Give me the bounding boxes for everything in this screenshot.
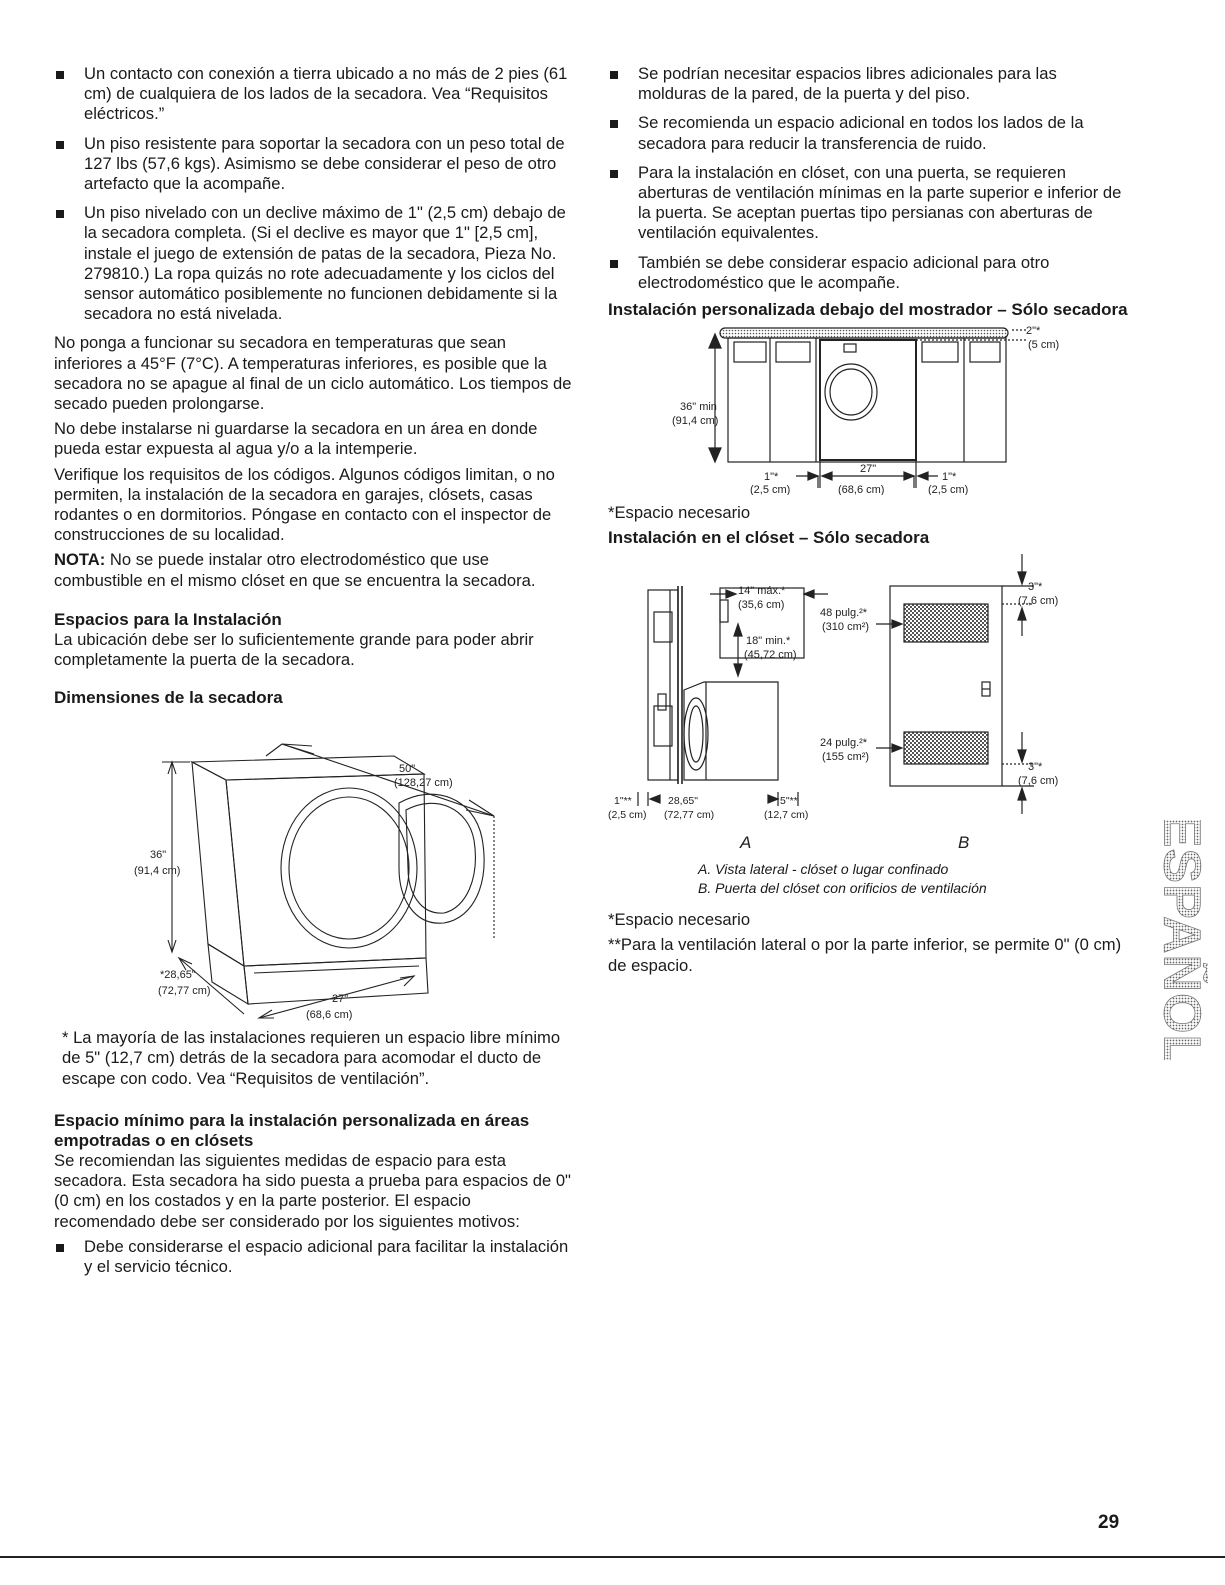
heading-counter: Instalación personalizada debajo del mostrador – Sólo secadora [608, 300, 1128, 320]
closet-captions [608, 860, 1128, 898]
water-paragraph: No debe instalarse ni guardarse la secadora en un área en donde pueda estar expuesta al agua y/o a la intemperie. [54, 419, 538, 459]
page-number: 29 [1098, 1512, 1120, 1533]
top2-cm-label: (5 cm) [1028, 339, 1060, 352]
open-door [399, 794, 484, 923]
heading-empotradas: Espacio mínimo para la instalación personalizada en áreas empotradas o en clósets [54, 1110, 530, 1150]
list-item: Para la instalación en clóset, con una puerta, se requieren aberturas de ventilación mínimas en la parte superior e inferior de la puerta. Se aceptan puertas tipo persianas con aberturas de ventilación equivalentes. [608, 163, 1128, 244]
s5-cm-label: (12,7 cm) [764, 809, 809, 822]
list-item: Un piso resistente para soportar la secadora con un peso total de 127 lbs (57,6 kgs). Asimismo se debe considerar el peso de otro artefacto que la acompañe. [54, 134, 574, 195]
ventilation-note: **Para la ventilación lateral o por la parte inferior, se permite 0" (0 cm) de espacio. [608, 935, 1122, 975]
dryer-front [226, 774, 426, 966]
label-a: A [740, 833, 752, 853]
dryer-dimensions-figure [54, 708, 574, 1028]
closet-side-view [648, 590, 678, 780]
espacio-necesario-note: *Espacio necesario [608, 503, 751, 523]
spaces-paragraph: La ubicación debe ser lo suficientemente grande para poder abrir completamente la puerta de la secadora. [54, 629, 534, 670]
d28-cm-label: (72,77 cm) [158, 985, 211, 998]
undercounter-diagram [608, 320, 1128, 495]
t3-cm-label: (7,6 cm) [1018, 595, 1059, 608]
list-item: Se recomienda un espacio adicional en todos los lados de la secadora para reducir la transferencia de ruido. [608, 113, 1128, 153]
espanol-tab-graphic [1148, 820, 1208, 1060]
w27-cm-label: (68,6 cm) [838, 484, 885, 496]
m14-label: 14" máx.* [738, 585, 786, 598]
codes-paragraph: Verifique los requisitos de los códigos. Algunos códigos limitan, o no permiten, la instalación de la secadora en garajes, clósets, casas rodantes o en dormitorios. Póngase en contacto con el inspector de construcciones de su localidad. [54, 464, 555, 545]
v24-label: 24 pulg.²* [820, 737, 868, 750]
closet-figure [608, 548, 1128, 854]
caption-b: B. Puerta del clóset con orificios de ventilación [698, 880, 987, 897]
list-item: Un contacto con conexión a tierra ubicado a no más de 2 pies (61 cm) de cualquiera de los lados de la secadora. Vea “Requisitos eléctricos.” [54, 64, 574, 125]
top2-label: 2"* [1026, 325, 1041, 338]
list-item: Un piso nivelado con un declive máximo de 1" (2,5 cm) debajo de la secadora completa. (Si el declive es mayor que 1" [2,5 cm], instale el juego de extensión de patas de la secadora, Pieza No. 279810.) La ropa quizás no rote adecuadamente y los ciclos del sensor automático posiblemente no funcionen debidamente si la secadora no está nivelada. [54, 203, 574, 324]
m18-cm-label: (45,72 cm) [744, 649, 797, 662]
h36-label: 36" [150, 849, 167, 862]
language-side-tab [1148, 820, 1208, 1060]
w50-label: 50" [399, 763, 416, 776]
heading-closet: Instalación en el clóset – Sólo secadora [608, 528, 930, 548]
w27-cm-label: (68,6 cm) [306, 1009, 353, 1022]
d2865-cm-label: (72,77 cm) [664, 809, 715, 822]
d2865-label: 28,65" [668, 795, 699, 808]
heading-espacios: Espacios para la Instalación [54, 609, 282, 629]
heading-dimensiones: Dimensiones de la secadora [54, 688, 283, 708]
right-column [608, 64, 1128, 981]
drum-opening [281, 788, 417, 948]
undercounter-figure [608, 320, 1128, 495]
v48-label: 48 pulg.²* [820, 607, 868, 620]
dryer-unit [820, 340, 916, 460]
empotradas-paragraph: Se recomiendan las siguientes medidas de espacio para esta secadora. Esta secadora ha sido puesta a prueba para espacios de 0" (0 cm) en los costados y en la parte posterior. El espacio recomendado debe ser considerado por los siguientes motivos: [54, 1150, 571, 1231]
nota-text: No se puede instalar otro electrodoméstico que use combustible en el mismo clóset en que se encuentra la secadora. [54, 550, 536, 590]
nota-paragraph [54, 550, 574, 590]
s1-label: 1"** [614, 795, 632, 808]
w27-label: 27" [332, 993, 349, 1006]
dryer-door [825, 364, 877, 420]
m18-label: 18" min.* [746, 635, 791, 648]
r1-cm-label: (2,5 cm) [928, 484, 969, 496]
dryer-side [192, 762, 244, 966]
l1-cm-label: (2,5 cm) [750, 484, 791, 496]
d28-label: *28,65" [160, 969, 196, 982]
w50-cm-label: (128,27 cm) [394, 777, 453, 790]
nota-label: NOTA: [54, 550, 106, 570]
b3-cm-label: (7,6 cm) [1018, 775, 1059, 788]
s1-cm-label: (2,5 cm) [608, 809, 647, 822]
espacio-necesario-note-2: *Espacio necesario [608, 910, 751, 930]
dryer-dimensions-diagram [54, 708, 574, 1028]
top-vent [904, 604, 988, 642]
bottom-vent [904, 732, 988, 764]
clearance-reasons-list [608, 64, 1128, 293]
footer-rule [0, 1556, 1225, 1558]
l1-label: 1"* [764, 471, 779, 484]
m14-cm-label: (35,6 cm) [738, 599, 785, 612]
closet-diagram [608, 548, 1128, 854]
side-tab-text: ESPAÑOL [1152, 820, 1208, 1060]
countertop [720, 328, 1008, 338]
closet-dryer [684, 682, 778, 780]
left-column [54, 64, 574, 1286]
label-b: B [958, 833, 970, 853]
b3-label: 3"* [1028, 761, 1043, 774]
caption-a: A. Vista lateral - clóset o lugar confinado [698, 861, 949, 878]
h36-cm-label: (91,4 cm) [134, 865, 181, 878]
reasons-list [54, 1237, 574, 1277]
v48-cm-label: (310 cm²) [822, 621, 870, 634]
h36-cm-label: (91,4 cm) [672, 415, 719, 428]
v24-cm-label: (155 cm²) [822, 751, 870, 764]
dryer-footnote: * La mayoría de las instalaciones requieren un espacio libre mínimo de 5" (12,7 cm) detrás de la secadora para acomodar el ducto de escape con codo. Vea “Requisitos de ventilación”. [62, 1028, 561, 1088]
r1-label: 1"* [942, 471, 957, 484]
s5-label: 5"** [780, 795, 798, 808]
requirements-list [54, 64, 574, 324]
list-item: También se debe considerar espacio adicional para otro electrodoméstico que le acompañe. [608, 253, 1128, 293]
temperature-paragraph: No ponga a funcionar su secadora en temperaturas que sean inferiores a 45°F (7°C). A temperaturas inferiores, es posible que la secadora no se apague al final de un ciclo automático. Los tiempos de secado pueden prolongarse. [54, 333, 572, 414]
list-item: Se podrían necesitar espacios libres adicionales para las molduras de la pared, de la puerta y del piso. [608, 64, 1128, 104]
h36-label: 36" min [680, 401, 717, 414]
list-item: Debe considerarse el espacio adicional para facilitar la instalación y el servicio técnico. [54, 1237, 574, 1277]
w27-label: 27" [860, 463, 877, 476]
dryer-top [192, 756, 424, 780]
t3-label: 3"* [1028, 581, 1043, 594]
